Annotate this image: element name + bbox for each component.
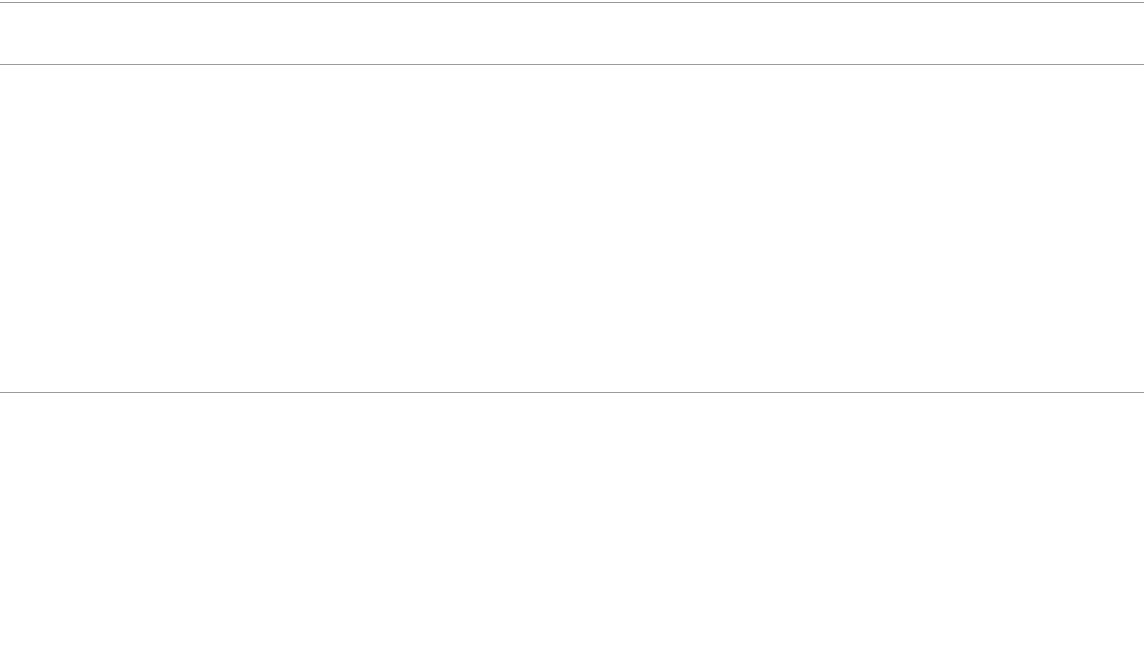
bottom-rule [0, 392, 1144, 393]
header-rule [0, 64, 1144, 65]
top-rule [0, 2, 1144, 3]
